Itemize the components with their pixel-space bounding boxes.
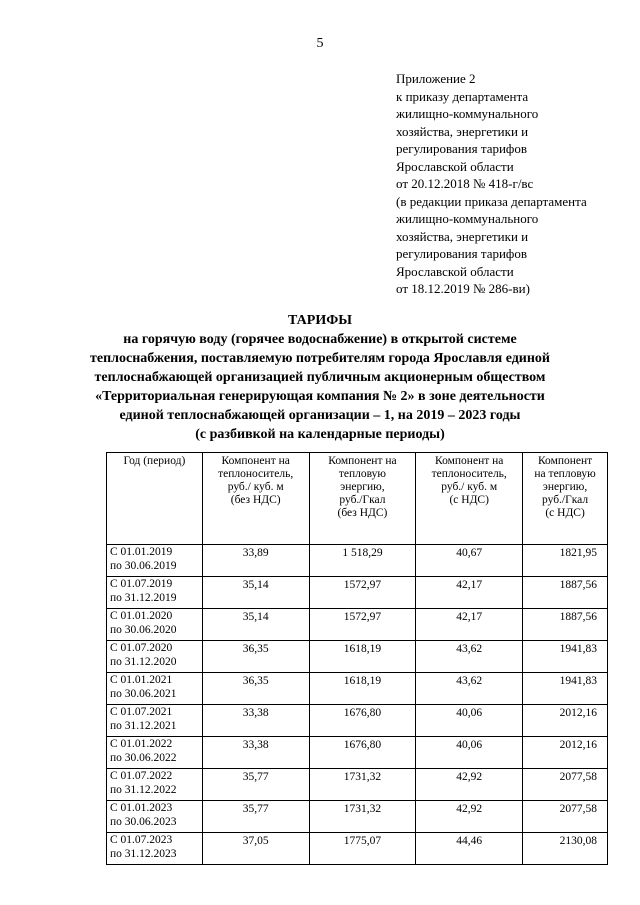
period-to: по 31.12.2019: [110, 591, 177, 604]
column-header: [202, 453, 309, 545]
column-header-line: Компонент на: [221, 455, 290, 467]
column-header-line: руб./ куб. м: [441, 481, 498, 493]
appendix-line: (в редакции приказа департамента: [396, 193, 587, 209]
column-header-line: тепловую: [338, 468, 387, 480]
column-header-line: теплоноситель,: [218, 468, 294, 480]
column-header-line: руб./Гкал: [542, 494, 589, 506]
period-cell: [107, 833, 203, 865]
appendix-line: от 20.12.2018 № 418-г/вс: [396, 176, 534, 191]
column-header-line: (с НДС): [545, 507, 585, 519]
period-cell: [107, 545, 203, 577]
table-row: [107, 673, 608, 705]
period-cell: [107, 737, 203, 769]
value-cell: 1618,19: [309, 641, 416, 673]
column-header-line: Год (период): [123, 455, 186, 467]
column-header-line: на тепловую: [534, 468, 596, 480]
value-cell: 2130,08: [523, 833, 608, 865]
value-cell: 1887,56: [523, 609, 608, 641]
period-to: по 31.12.2022: [110, 783, 177, 796]
table-row: [107, 801, 608, 833]
value-cell: 1731,32: [309, 801, 416, 833]
period-cell: [107, 577, 203, 609]
table-row: [107, 737, 608, 769]
table-header-row: [107, 453, 608, 545]
period-from: С 01.01.2021: [110, 674, 173, 686]
value-cell: 42,92: [416, 801, 523, 833]
column-header-line: руб./Гкал: [339, 494, 386, 506]
period-from: С 01.07.2022: [110, 770, 173, 782]
period-to: по 30.06.2020: [110, 623, 177, 636]
period-cell: [107, 673, 203, 705]
title-line: единой теплоснабжающей организации – 1, на 2019 – 2023 годы: [119, 408, 521, 423]
appendix-line: хозяйства, энергетики и: [396, 228, 529, 244]
period-to: по 31.12.2023: [110, 847, 177, 860]
value-cell: 42,17: [416, 577, 523, 609]
value-cell: 1731,32: [309, 769, 416, 801]
column-header-line: (без НДС): [230, 494, 281, 506]
column-header: [523, 453, 608, 545]
column-header-line: руб./ куб. м: [227, 481, 284, 493]
table-row: [107, 641, 608, 673]
value-cell: 37,05: [202, 833, 309, 865]
value-cell: 40,67: [416, 545, 523, 577]
value-cell: 43,62: [416, 673, 523, 705]
value-cell: 1572,97: [309, 577, 416, 609]
column-header-line: Компонент: [537, 455, 593, 467]
value-cell: 35,14: [202, 577, 309, 609]
value-cell: 36,35: [202, 673, 309, 705]
column-header-line: (без НДС): [337, 507, 388, 519]
period-to: по 30.06.2022: [110, 751, 177, 764]
period-cell: [107, 769, 203, 801]
period-from: С 01.01.2023: [110, 802, 173, 814]
appendix-line: Приложение 2: [396, 71, 476, 86]
page-number: 5: [316, 36, 324, 51]
table-row: [107, 769, 608, 801]
title-line: теплоснабжения, поставляемую потребителям города Ярославля единой: [89, 351, 551, 366]
column-header-line: теплоноситель,: [431, 468, 507, 480]
period-from: С 01.01.2020: [110, 610, 173, 622]
period-cell: [107, 705, 203, 737]
column-header-line: Компонент на: [435, 455, 504, 467]
value-cell: 1 518,29: [309, 545, 416, 577]
period-from: С 01.01.2019: [110, 546, 173, 558]
appendix-line: к приказу департамента: [396, 88, 529, 104]
value-cell: 40,06: [416, 737, 523, 769]
table-row: [107, 545, 608, 577]
value-cell: 35,14: [202, 609, 309, 641]
value-cell: 1676,80: [309, 737, 416, 769]
appendix-line: от 18.12.2019 № 286-ви): [396, 281, 530, 296]
column-header: [309, 453, 416, 545]
value-cell: 35,77: [202, 801, 309, 833]
period-from: С 01.07.2019: [110, 578, 173, 590]
value-cell: 2012,16: [523, 737, 608, 769]
period-to: по 31.12.2021: [110, 719, 177, 732]
appendix-line: Ярославской области: [396, 158, 514, 174]
value-cell: 1618,19: [309, 673, 416, 705]
appendix-line: регулирования тарифов: [396, 141, 527, 156]
title-heading: ТАРИФЫ: [288, 313, 352, 328]
table-row: [107, 833, 608, 865]
period-cell: [107, 609, 203, 641]
table-body: [107, 545, 608, 865]
table-row: [107, 577, 608, 609]
period-to: по 30.06.2019: [110, 559, 177, 572]
value-cell: 42,17: [416, 609, 523, 641]
appendix-line: Ярославской области: [396, 263, 514, 279]
column-header-line: энергию,: [542, 481, 588, 493]
column-header: [107, 453, 203, 545]
value-cell: 33,38: [202, 705, 309, 737]
column-header-line: Компонент на: [328, 455, 397, 467]
title-line: на горячую воду (горячее водоснабжение) в открытой системе: [123, 332, 517, 347]
value-cell: 1821,95: [523, 545, 608, 577]
value-cell: 35,77: [202, 769, 309, 801]
column-header: [416, 453, 523, 545]
title-line: «Территориальная генерирующая компания № 2» в зоне деятельности: [95, 389, 545, 404]
period-from: С 01.01.2022: [110, 738, 173, 750]
document-title: [60, 311, 580, 444]
value-cell: 2077,58: [523, 801, 608, 833]
appendix-line: регулирования тарифов: [396, 246, 527, 261]
value-cell: 1887,56: [523, 577, 608, 609]
value-cell: 33,38: [202, 737, 309, 769]
value-cell: 40,06: [416, 705, 523, 737]
value-cell: 2077,58: [523, 769, 608, 801]
value-cell: 1941,83: [523, 641, 608, 673]
value-cell: 2012,16: [523, 705, 608, 737]
period-from: С 01.07.2023: [110, 834, 173, 846]
table-row: [107, 705, 608, 737]
appendix-line: хозяйства, энергетики и: [396, 123, 529, 139]
table-row: [107, 609, 608, 641]
period-to: по 30.06.2021: [110, 687, 177, 700]
period-to: по 31.12.2020: [110, 655, 177, 668]
value-cell: 43,62: [416, 641, 523, 673]
value-cell: 33,89: [202, 545, 309, 577]
appendix-line: жилищно-коммунального: [396, 106, 539, 121]
appendix-block: [396, 70, 587, 298]
title-line: (с разбивкой на календарные периоды): [195, 427, 445, 442]
period-cell: [107, 641, 203, 673]
value-cell: 44,46: [416, 833, 523, 865]
appendix-line: жилищно-коммунального: [396, 211, 539, 226]
value-cell: 42,92: [416, 769, 523, 801]
value-cell: 1775,07: [309, 833, 416, 865]
value-cell: 36,35: [202, 641, 309, 673]
value-cell: 1676,80: [309, 705, 416, 737]
column-header-line: энергию,: [340, 481, 385, 493]
period-cell: [107, 801, 203, 833]
period-from: С 01.07.2020: [110, 642, 173, 654]
tariffs-table: [106, 452, 608, 865]
value-cell: 1941,83: [523, 673, 608, 705]
column-header-line: (с НДС): [449, 494, 489, 506]
value-cell: 1572,97: [309, 609, 416, 641]
period-to: по 30.06.2023: [110, 815, 177, 828]
period-from: С 01.07.2021: [110, 706, 173, 718]
title-line: теплоснабжающей организацией публичным акционерным обществом: [94, 370, 546, 385]
